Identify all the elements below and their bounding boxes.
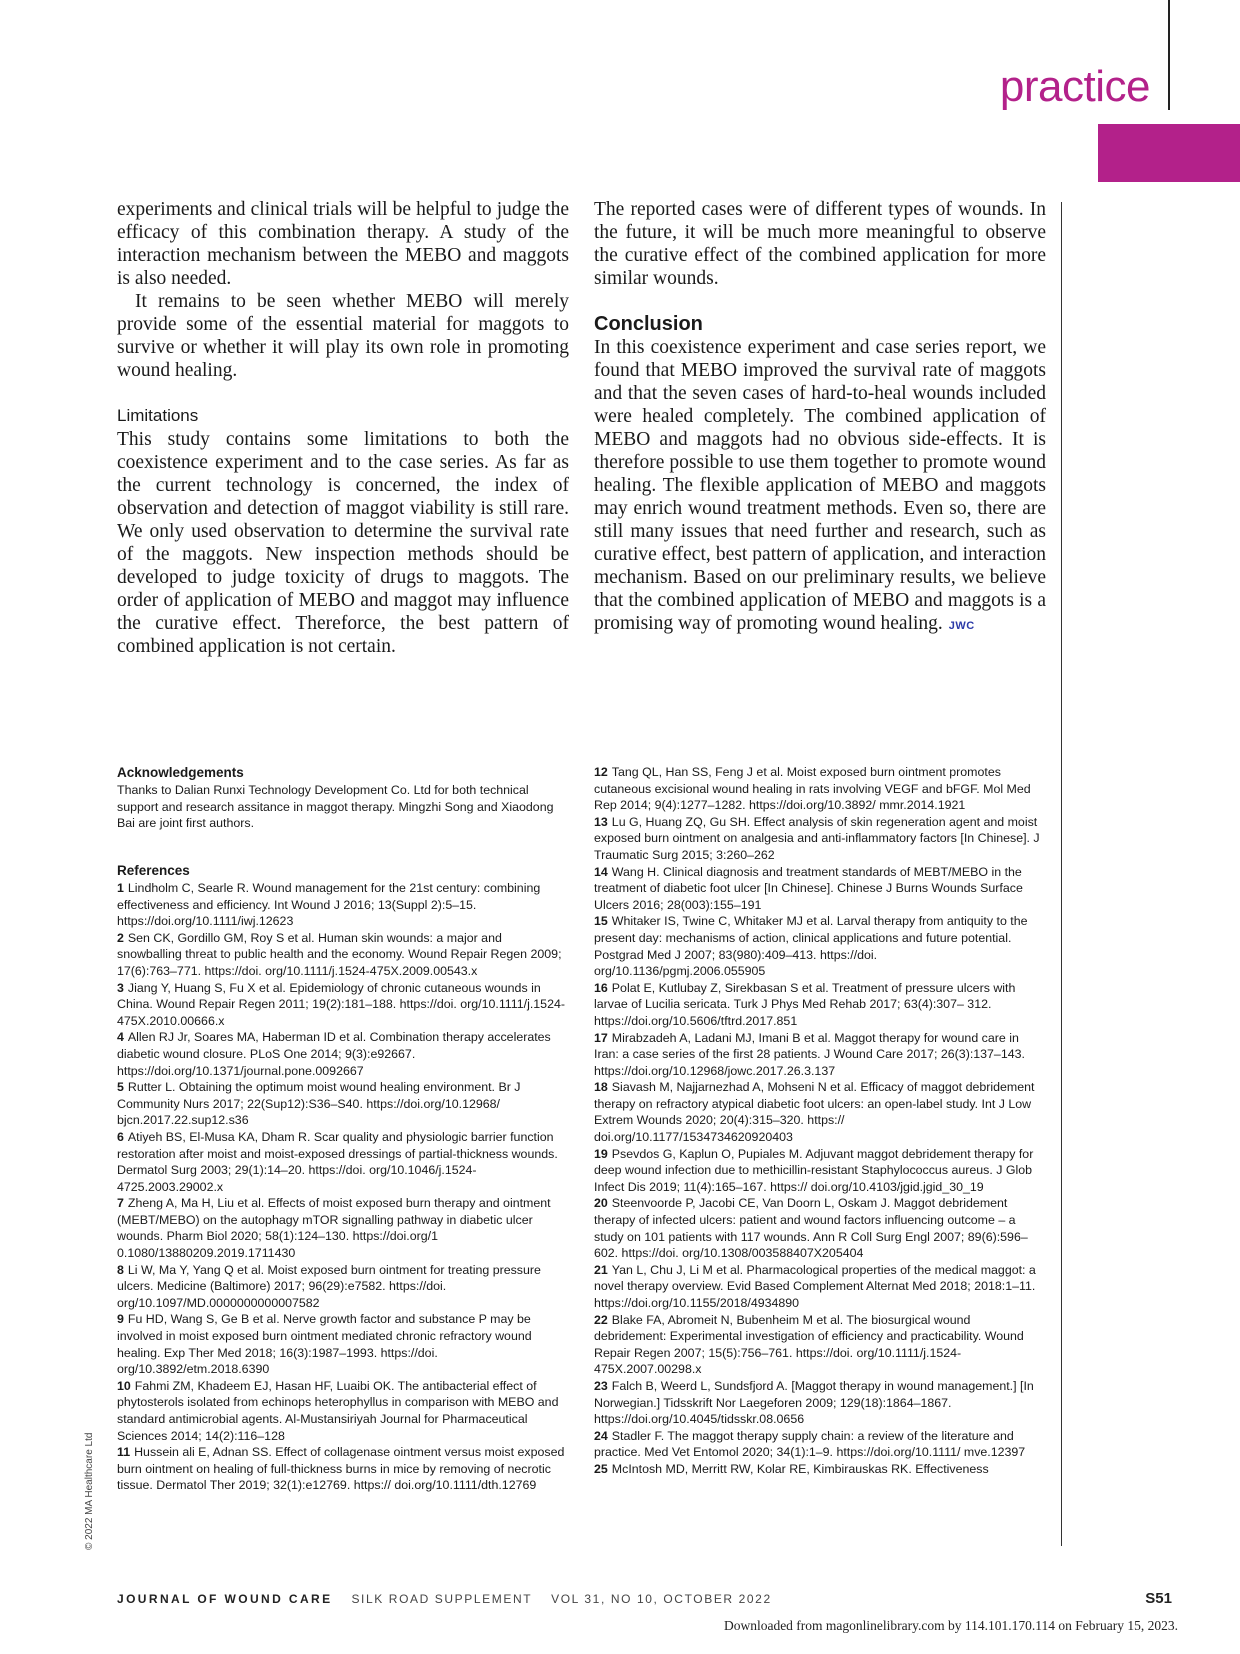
right-body-column: [594, 198, 1046, 638]
limitations-heading: Limitations: [117, 406, 199, 425]
acknowledgements-section: [117, 764, 569, 832]
reference-item: [117, 1029, 569, 1079]
reference-text: Allen RJ Jr, Soares MA, Haberman ID et al. Combination therapy accelerates diabetic wound closure. PLoS One 2014; 9(3):e92667. https://doi.org/10.1371/journal.pone.0092667: [117, 1030, 551, 1078]
reference-number: 10: [117, 1378, 131, 1393]
reference-text: Siavash M, Najjarnezhad A, Mohseni N et al. Efficacy of maggot debridement therapy on refractory atypical diabetic foot ulcers: an open-label study. Int J Low Extrem Wounds 2020; 20(4):315–320. https:// doi.org/10.1177/1534734620920403: [594, 1080, 1035, 1145]
reference-text: Stadler F. The maggot therapy supply chain: a review of the literature and practice. Med Vet Entomol 2020; 34(1):1–9. https://doi.org/10.1111/ mve.12397: [594, 1428, 1026, 1460]
reference-item: [594, 980, 1046, 1030]
reference-number: 23: [594, 1378, 608, 1393]
reference-text: Lu G, Huang ZQ, Gu SH. Effect analysis of skin regeneration agent and moist exposed burn ointment on analgesia and anti-inflammatory factors [In Chinese]. J Traumatic Surg 2015; 3:260–262: [594, 814, 1040, 862]
reference-number: 2: [117, 930, 124, 945]
page-footer: [117, 1592, 786, 1606]
reference-text: Whitaker IS, Twine C, Whitaker MJ et al. Larval therapy from antiquity to the present day: mechanisms of action, clinical applications and future potential. Postgrad Med J 2007; 83(980):409–413. https://doi. org/10.1136/pgmj.2006.055905: [594, 914, 1028, 979]
acknowledgements-heading: Acknowledgements: [117, 765, 244, 780]
section-label: practice: [999, 62, 1150, 111]
section-color-tab: [1098, 124, 1240, 182]
conclusion-heading: Conclusion: [594, 313, 703, 335]
copyright-notice: © 2022 MA Healthcare Ltd: [84, 1432, 95, 1550]
references-left-column: [117, 862, 569, 1494]
body-paragraph: The reported cases were of different types of wounds. In the future, it will be much more meaningful to observe the curative effect of the combined application for more similar wounds.: [594, 199, 1046, 289]
reference-text: Mirabzadeh A, Ladani MJ, Imani B et al. Maggot therapy for wound care in Iran: a case series of the first 28 patients. J Wound Care 2017; 26(3):137–143. https://doi.org/10.12968/jowc.2017.26.3.137: [594, 1030, 1025, 1078]
reference-text: Fu HD, Wang S, Ge B et al. Nerve growth factor and substance P may be involved in moist exposed burn ointment mediated chronic refractory wound healing. Exp Ther Med 2018; 16(3):1987–1993. https://doi. org/10.3892/etm.2018.6390: [117, 1312, 532, 1377]
reference-item: [117, 1195, 569, 1261]
reference-number: 8: [117, 1262, 124, 1277]
reference-item: [594, 913, 1046, 979]
reference-number: 17: [594, 1030, 608, 1045]
reference-text: Tang QL, Han SS, Feng J et al. Moist exposed burn ointment promotes cutaneous excisional wound healing in rats involving VEGF and bFGF. Mol Med Rep 2014; 9(4):1277–1282. https://doi.org/10.3892/ mmr.2014.1921: [594, 765, 1031, 813]
reference-item: [594, 1195, 1046, 1261]
jwc-end-mark: JWC: [948, 620, 975, 632]
page-number: S51: [1145, 1590, 1172, 1607]
reference-item: [117, 980, 569, 1030]
reference-number: 14: [594, 864, 608, 879]
reference-text: Wang H. Clinical diagnosis and treatment standards of MEBT/MEBO in the treatment of diabetic foot ulcer [In Chinese]. Chinese J Burns Wounds Surface Ulcers 2016; 28(003):155–191: [594, 864, 1023, 912]
reference-item: [117, 1378, 569, 1444]
reference-item: [594, 1312, 1046, 1378]
reference-text: Lindholm C, Searle R. Wound management for the 21st century: combining effectiveness and efficiency. Int Wound J 2016; 13(Suppl 2):5–15. https://doi.org/10.1111/iwj.12623: [117, 881, 541, 929]
reference-number: 9: [117, 1312, 124, 1327]
reference-item: [594, 764, 1046, 814]
conclusion-text: In this coexistence experiment and case series report, we found that MEBO improved the survival rate of maggots and that the seven cases of hard-to-heal wounds included were healed completely. The combined application of MEBO and maggots had no obvious side-effects. It is therefore possible to use them together to promote wound healing. The flexible application of MEBO and maggots may enrich wound treatment methods. Even so, there are still many issues that need further and research, such as curative effect, best pattern of application, and interaction mechanism. Based on our preliminary results, we believe that the combined application of MEBO and maggots is a promising way of promoting wound healing.: [594, 337, 1046, 634]
reference-text: McIntosh MD, Merritt RW, Kolar RE, Kimbirauskas RK. Effectiveness: [611, 1461, 989, 1476]
reference-text: Jiang Y, Huang S, Fu X et al. Epidemiology of chronic cutaneous wounds in China. Wound Repair Regen 2011; 19(2):181–188. https://doi. org/10.1111/j.1524-475X.2010.00666.x: [117, 980, 565, 1028]
reference-item: [117, 1129, 569, 1195]
reference-item: [117, 1262, 569, 1312]
reference-number: 21: [594, 1262, 608, 1277]
reference-number: 1: [117, 881, 124, 895]
column-rule: [1061, 202, 1062, 1546]
body-paragraph: experiments and clinical trials will be helpful to judge the efficacy of this combination therapy. A study of the interaction mechanism between the MEBO and maggots is also needed.: [117, 199, 569, 289]
reference-text: Psevdos G, Kaplun O, Pupiales M. Adjuvant maggot debridement therapy for deep wound infection due to methicillin-resistant Staphylococcus aureus. J Glob Infect Dis 2019; 11(4):165–167. https:// doi.org/10.4103/jgid.jgid_30_19: [594, 1146, 1034, 1194]
reference-item: [117, 1079, 569, 1129]
reference-text: Fahmi ZM, Khadeem EJ, Hasan HF, Luaibi OK. The antibacterial effect of phytosterols isolated from echinops heterophyllus in comparison with MEBO and standard antimicrobial agents. Al-Mustansiriyah Journal for Pharmaceutical Sciences 2014; 14(2):116–128: [117, 1378, 559, 1443]
references-list: [117, 880, 569, 1494]
reference-number: 24: [594, 1428, 608, 1443]
reference-text: Sen CK, Gordillo GM, Roy S et al. Human skin wounds: a major and snowballing threat to public health and the economy. Wound Repair Regen 2009; 17(6):763–771. https://doi. org/10.1111/j.1524-475X.2009.00543.x: [117, 930, 562, 978]
reference-text: Li W, Ma Y, Yang Q et al. Moist exposed burn ointment for treating pressure ulcers. Medicine (Baltimore) 2017; 96(29):e7582. https://doi. org/10.1097/MD.0000000000007582: [117, 1262, 541, 1310]
header-rule: [1168, 0, 1170, 110]
reference-text: Atiyeh BS, El-Musa KA, Dham R. Scar quality and physiologic barrier function restoration after moist and moist-exposed dressings of partial-thickness wounds. Dermatol Surg 2003; 29(1):14–20. https://doi. org/10.1046/j.1524-4725.2003.29002.x: [117, 1129, 558, 1194]
reference-item: [117, 930, 569, 980]
reference-item: [594, 1378, 1046, 1428]
reference-text: Yan L, Chu J, Li M et al. Pharmacological properties of the medical maggot: a novel therapy overview. Evid Based Complement Alternat Med 2018; 2018:1–11. https://doi.org/10.1155/2018/4934890: [594, 1262, 1036, 1310]
body-paragraph: It remains to be seen whether MEBO will merely provide some of the essential material for maggots to survive or whether it will play its own role in promoting wound healing.: [117, 291, 569, 381]
references-heading: References: [117, 863, 190, 878]
reference-text: Falch B, Weerd L, Sundsfjord A. [Maggot therapy in wound management.] [In Norwegian.] Tidsskrift Nor Laegeforen 2009; 129(18):1864–1867. https://doi.org/10.4045/tidsskr.08.0656: [594, 1378, 1034, 1427]
reference-text: Zheng A, Ma H, Liu et al. Effects of moist exposed burn therapy and ointment (MEBT/MEBO) on the autophagy mTOR signalling pathway in diabetic ulcer wounds. Pharm Biol 2020; 58(1):124–130. https://doi.org/1 0.1080/13880209.2019.1711430: [117, 1196, 551, 1261]
reference-text: Rutter L. Obtaining the optimum moist wound healing environment. Br J Community Nurs 2017; 22(Sup12):S36–S40. https://doi.org/10.12968/ bjcn.2017.22.sup12.s36: [117, 1080, 521, 1128]
left-body-column: [117, 198, 569, 658]
references-list: [594, 764, 1046, 1478]
reference-number: 15: [594, 914, 608, 929]
reference-item: [594, 1146, 1046, 1196]
reference-text: Polat E, Kutlubay Z, Sirekbasan S et al. Treatment of pressure ulcers with larvae of Lucilia sericata. Turk J Phys Med Rehab 2017; 63(4):307– 312. https://doi.org/10.5606/tftrd.2017.851: [594, 980, 1016, 1028]
reference-item: [594, 1461, 1046, 1478]
acknowledgements-text: Thanks to Dalian Runxi Technology Development Co. Ltd for both technical support and research assitance in maggot therapy. Mingzhi Song and Xiaodong Bai are joint first authors.: [117, 783, 554, 831]
download-note: Downloaded from magonlinelibrary.com by 114.101.170.114 on February 15, 2023.: [723, 1618, 1178, 1633]
reference-number: 11: [117, 1445, 131, 1460]
reference-item: [117, 880, 569, 930]
reference-item: [117, 1311, 569, 1377]
reference-item: [594, 1428, 1046, 1461]
reference-item: [594, 864, 1046, 914]
reference-text: Hussein ali E, Adnan SS. Effect of collagenase ointment versus moist exposed burn ointment on healing of full-thickness burns in mice by removing of necrotic tissue. Dermatol Ther 2019; 32(1):e12769. https:// doi.org/10.1111/dth.12769: [117, 1445, 565, 1493]
reference-number: 4: [117, 1030, 124, 1045]
reference-number: 25: [594, 1461, 608, 1476]
reference-number: 6: [117, 1129, 124, 1144]
reference-number: 22: [594, 1312, 608, 1327]
reference-number: 16: [594, 980, 608, 995]
supplement-name: SILK ROAD SUPPLEMENT: [351, 1592, 533, 1606]
reference-number: 3: [117, 980, 124, 995]
reference-item: [594, 1079, 1046, 1145]
reference-text: Blake FA, Abromeit N, Bubenheim M et al. The biosurgical wound debridement: Experimental investigation of efficiency and practicability. Wound Repair Regen 2007; 15(5):756–761. https://doi. org/10.1111/j.1524-475X.2007.00298.x: [594, 1312, 1024, 1377]
references-right-column: [594, 764, 1046, 1478]
reference-item: [594, 1262, 1046, 1312]
reference-number: 20: [594, 1196, 608, 1211]
reference-number: 18: [594, 1080, 608, 1095]
limitations-paragraph: This study contains some limitations to both the coexistence experiment and to the case series. As far as the current technology is concerned, the index of observation and detection of maggot viability is still rare. We only used observation to determine the survival rate of the maggots. New inspection methods should be developed to judge toxicity of drugs to maggots. The order of application of MEBO and maggot may influence the curative effect. Thereforce, the best pattern of combined application is not certain.: [117, 429, 569, 657]
reference-text: Steenvoorde P, Jacobi CE, Van Doorn L, Oskam J. Maggot debridement therapy of infected ulcers: patient and wound factors influencing outcome – a study on 101 patients with 117 wounds. Ann R Coll Surg Engl 2007; 89(6):596–602. https://doi. org/10.1308/003588407X205404: [594, 1196, 1028, 1261]
reference-number: 7: [117, 1196, 124, 1211]
reference-number: 13: [594, 814, 608, 829]
issue-info: VOL 31, NO 10, OCTOBER 2022: [551, 1592, 772, 1606]
reference-item: [117, 1444, 569, 1494]
reference-number: 12: [594, 765, 608, 779]
conclusion-paragraph: [594, 336, 1046, 638]
reference-item: [594, 814, 1046, 864]
journal-name: JOURNAL OF WOUND CARE: [117, 1592, 333, 1606]
reference-number: 5: [117, 1080, 124, 1095]
reference-item: [594, 1030, 1046, 1080]
reference-number: 19: [594, 1146, 608, 1161]
